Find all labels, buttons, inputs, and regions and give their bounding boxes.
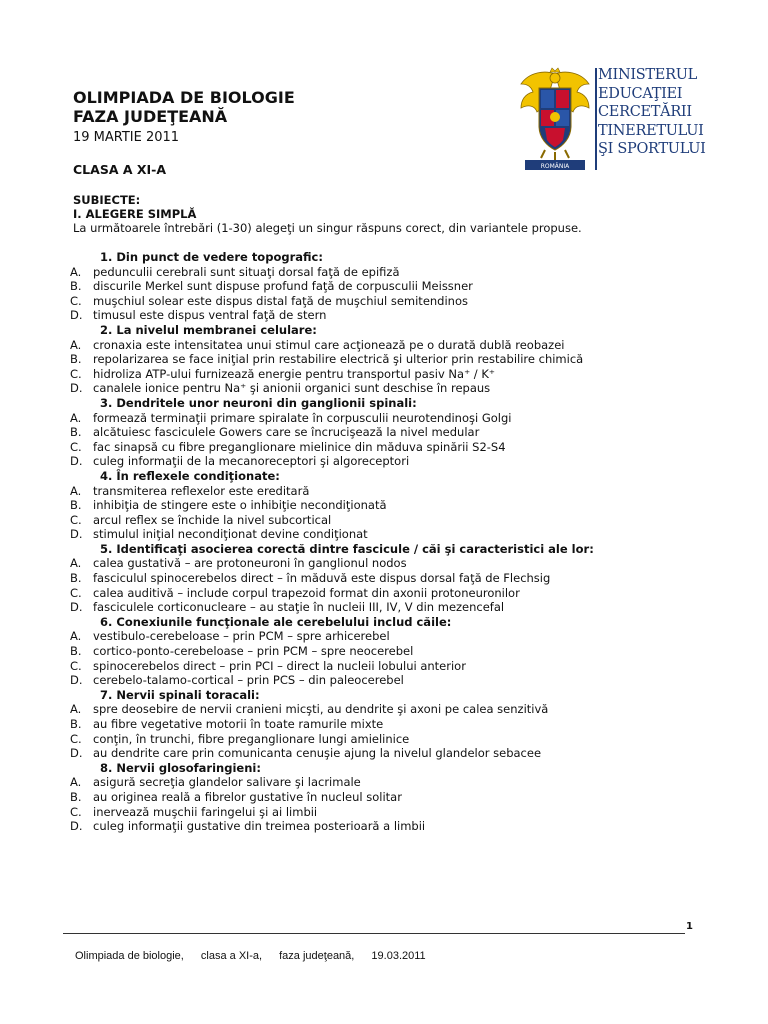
option-letter: D. [70, 600, 83, 615]
option-letter: A. [70, 410, 82, 425]
option-letter: A. [70, 556, 82, 571]
option-letter: B. [70, 279, 82, 294]
option-text: fasciculul spinocerebelos direct – în măduvă este dispus dorsal faţă de Flechsig [93, 571, 551, 586]
ministry-logo [515, 66, 715, 176]
option-text: inervează muşchii faringelui şi ai limbii [93, 804, 318, 819]
option-text: conţin, în trunchi, fibre preganglionare lungi amielinice [93, 731, 410, 746]
answer-option [60, 746, 710, 761]
question-list [60, 250, 710, 834]
option-letter: D. [70, 381, 83, 396]
option-letter: A. [70, 264, 82, 279]
question-title: 5. Identificaţi asocierea corectă dintre fascicule / căi şi caracteristici ale lor: [100, 541, 594, 556]
answer-option [60, 571, 710, 586]
option-text: fasciculele corticonucleare – au staţie în nucleii III, IV, V din mezencefal [93, 600, 505, 615]
option-text: muşchiul solear este dispus distal faţă de muşchiul semitendinos [93, 293, 468, 308]
option-text: cerebelo-talamo-cortical – prin PCS – din paleocerebel [93, 673, 404, 688]
answer-option [60, 294, 710, 309]
answer-option [60, 279, 710, 294]
option-letter: D. [70, 746, 83, 761]
answer-option [60, 805, 710, 820]
ministry-line: ŞI SPORTULUI [598, 141, 706, 157]
question-title: 7. Nervii spinali toracali: [100, 687, 260, 702]
option-letter: B. [70, 571, 82, 586]
option-text: pedunculii cerebrali sunt situaţi dorsal faţă de epifiză [93, 264, 400, 279]
answer-option [60, 600, 710, 615]
option-text: transmiterea reflexelor este ereditară [93, 483, 310, 498]
answer-option [60, 440, 710, 455]
option-text: discurile Merkel sunt dispuse profund faţă de corpusculii Meissner [93, 279, 473, 294]
document-title: OLIMPIADA DE BIOLOGIE [73, 88, 295, 107]
crest-ribbon-text: ROMÂNIA [540, 163, 570, 170]
option-letter: A. [70, 702, 82, 717]
option-text: formează terminaţii primare spiralate în corpusculii neurotendinoşi Golgi [93, 410, 512, 425]
question-item [60, 323, 710, 396]
answer-option [60, 702, 710, 717]
answer-option [60, 775, 710, 790]
section-heading: I. ALEGERE SIMPLĂ [73, 207, 197, 221]
option-text: spinocerebelos direct – prin PCI – direct la nucleii lobului anterior [93, 658, 466, 673]
document-subtitle: FAZA JUDEŢEANĂ [73, 107, 228, 126]
option-letter: C. [70, 731, 82, 746]
option-text: canalele ionice pentru Na⁺ şi anionii organici sunt deschise în repaus [93, 381, 491, 396]
instructions-text: La următoarele întrebări (1-30) alegeţi un singur răspuns corect, din variantele propuse. [73, 221, 582, 235]
answer-option [60, 484, 710, 499]
answer-option [60, 790, 710, 805]
option-letter: C. [70, 293, 82, 308]
option-letter: A. [70, 775, 82, 790]
option-text: alcătuiesc fasciculele Gowers care se încrucişează la nivel medular [93, 425, 480, 440]
question-title: 8. Nervii glosofaringieni: [100, 760, 261, 775]
subjects-heading: SUBIECTE: [73, 193, 141, 207]
document-date: 19 MARTIE 2011 [73, 130, 180, 145]
option-letter: D. [70, 308, 83, 323]
answer-option [60, 659, 710, 674]
answer-option [60, 586, 710, 601]
answer-option [60, 527, 710, 542]
option-text: hidroliza ATP-ului furnizează energie pentru transportul pasiv Na⁺ / K⁺ [93, 366, 495, 381]
ministry-line: MINISTERUL [598, 67, 697, 83]
option-letter: D. [70, 454, 83, 469]
answer-option [60, 556, 710, 571]
option-letter: B. [70, 425, 82, 440]
option-text: au originea reală a fibrelor gustative în nucleul solitar [93, 789, 402, 804]
answer-option [60, 265, 710, 280]
footer-phase: faza judeţeană, [279, 950, 355, 962]
logo-divider [595, 68, 597, 170]
class-label: CLASA A XI-A [73, 162, 167, 177]
coat-of-arms-icon [515, 66, 595, 174]
answer-option [60, 513, 710, 528]
answer-option [60, 411, 710, 426]
answer-option [60, 717, 710, 732]
option-text: repolarizarea se face iniţial prin restabilire electrică şi ulterior prin restabilire chimică [93, 352, 584, 367]
answer-option [60, 425, 710, 440]
page-footer [75, 950, 440, 962]
option-text: calea auditivă – include corpul trapezoid format din axonii protoneuronilor [93, 585, 520, 600]
question-item [60, 761, 710, 834]
question-title: 2. La nivelul membranei celulare: [100, 322, 317, 337]
option-text: calea gustativă – are protoneuroni în ganglionul nodos [93, 556, 407, 571]
option-letter: A. [70, 337, 82, 352]
option-letter: C. [70, 512, 82, 527]
ministry-line: EDUCAŢIEI [598, 85, 683, 102]
answer-option [60, 381, 710, 396]
option-text: cortico-ponto-cerebeloase – prin PCM – spre neocerebel [93, 644, 414, 659]
option-letter: C. [70, 366, 82, 381]
option-letter: D. [70, 527, 83, 542]
option-text: culeg informaţii gustative din treimea posterioară a limbii [93, 819, 426, 834]
answer-option [60, 308, 710, 323]
option-letter: B. [70, 789, 82, 804]
option-letter: D. [70, 673, 83, 688]
question-title: 4. În reflexele condiţionate: [100, 468, 280, 483]
option-text: arcul reflex se închide la nivel subcortical [93, 512, 332, 527]
page-number: 1 [686, 921, 693, 932]
answer-option [60, 732, 710, 747]
question-item [60, 542, 710, 615]
answer-option [60, 454, 710, 469]
option-letter: A. [70, 483, 82, 498]
option-text: au fibre vegetative motorii în toate ramurile mixte [93, 717, 384, 731]
ministry-name [598, 66, 706, 159]
option-text: stimulul iniţial necondiţionat devine condiţionat [93, 527, 368, 542]
question-title: 1. Din punct de vedere topografic: [100, 250, 323, 264]
footer-olympiad: Olimpiada de biologie, [75, 950, 184, 962]
question-item [60, 615, 710, 688]
option-letter: D. [70, 819, 83, 834]
answer-option [60, 367, 710, 382]
footer-date: 19.03.2011 [371, 950, 426, 962]
option-text: inhibiţia de stingere este o inhibiţie necondiţionată [93, 498, 387, 513]
ministry-line: TINERETULUI [598, 122, 704, 139]
option-text: fac sinapsă cu fibre preganglionare mielinice din măduva spinării S2-S4 [93, 439, 506, 454]
option-letter: A. [70, 629, 82, 644]
question-title: 3. Dendritele unor neuroni din ganglionii spinali: [100, 395, 417, 410]
question-item [60, 396, 710, 469]
option-text: vestibulo-cerebeloase – prin PCM – spre arhicerebel [93, 629, 390, 644]
answer-option [60, 819, 710, 834]
option-letter: C. [70, 658, 82, 673]
question-item [60, 688, 710, 761]
answer-option [60, 352, 710, 367]
answer-option [60, 629, 710, 644]
option-text: asigură secreţia glandelor salivare şi lacrimale [93, 775, 361, 790]
answer-option [60, 673, 710, 688]
option-text: timusul este dispus ventral faţă de stern [93, 308, 327, 323]
option-letter: C. [70, 804, 82, 819]
question-item [60, 469, 710, 542]
option-letter: C. [70, 439, 82, 454]
option-letter: C. [70, 585, 82, 600]
ministry-line: CERCETĂRII [598, 104, 692, 120]
answer-option [60, 498, 710, 513]
option-letter: B. [70, 498, 82, 513]
footer-divider [63, 933, 685, 934]
option-letter: B. [70, 644, 82, 659]
option-text: culeg informaţii de la mecanoreceptori şi algoreceptori [93, 454, 410, 469]
answer-option [60, 338, 710, 353]
footer-class: clasa a XI-a, [200, 950, 263, 962]
question-title: 6. Conexiunile funcţionale ale cerebelului includ căile: [100, 614, 452, 629]
option-letter: B. [70, 352, 82, 367]
option-text: cronaxia este intensitatea unui stimul care acţionează pe o durată dublă reobazei [93, 337, 565, 352]
answer-option [60, 644, 710, 659]
option-text: spre deosebire de nervii cranieni micşti, au dendrite şi axoni pe calea senzitivă [93, 702, 549, 717]
option-letter: B. [70, 717, 82, 731]
question-item [60, 250, 710, 323]
option-text: au dendrite care prin comunicanta cenuşie ajung la nivelul glandelor sebacee [93, 746, 542, 761]
